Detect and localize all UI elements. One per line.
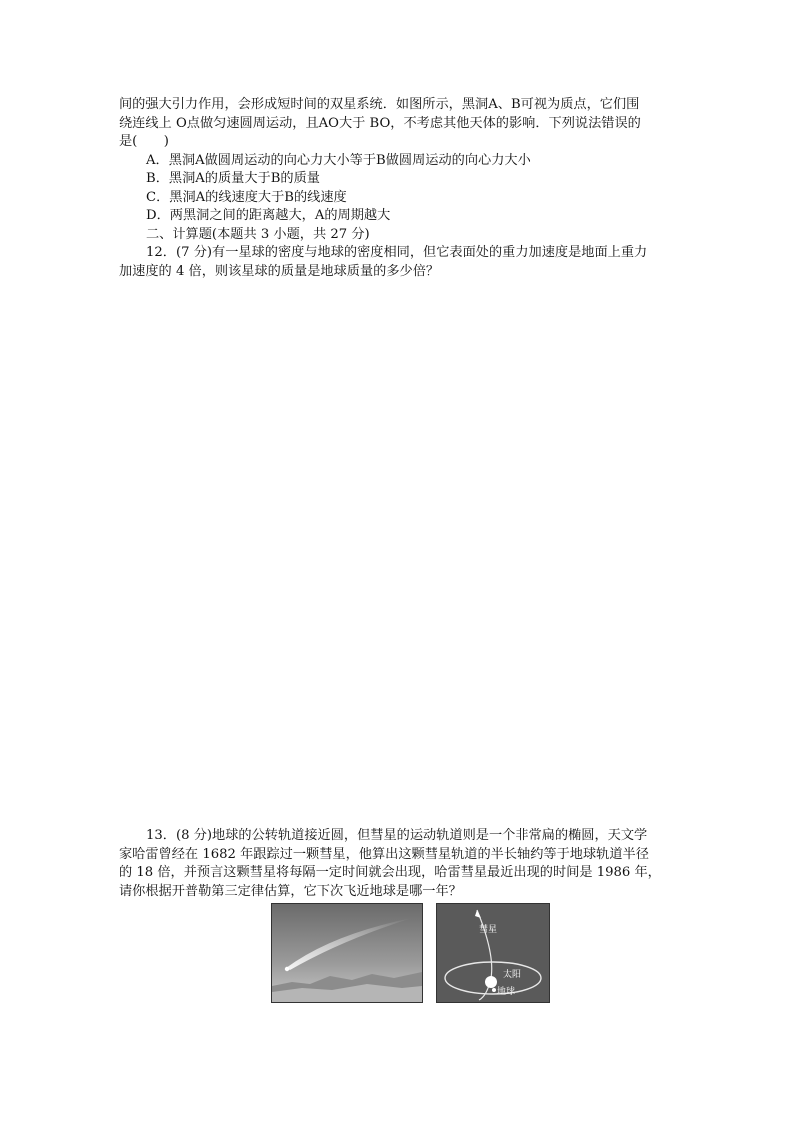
- section-heading: 二、计算题(本题共 3 小题，共 27 分): [146, 226, 370, 242]
- stem-line-1: 间的强大引力作用，会形成短时间的双星系统．如图所示，黑洞A、B可视为质点，它们围: [119, 97, 640, 112]
- stem-line-2: 绕连线上 O点做匀速圆周运动，且AO大于 BO，不考虑其他天体的影响．下列说法错误的: [119, 115, 641, 131]
- q13-line-2: 家哈雷曾经在 1682 年跟踪过一颗彗星，他算出这颗彗星轨道的半长轴约等于地球轨道半径: [119, 846, 649, 862]
- sun-icon: [485, 976, 497, 988]
- sun-label: 太阳: [503, 970, 522, 980]
- stem-line-3: 是( ): [119, 134, 169, 149]
- q12-line-1: 12．(7 分)有一星球的密度与地球的密度相同，但它表面处的重力加速度是地面上重力: [146, 245, 648, 260]
- option-a: A．黑洞A做圆周运动的向心力大小等于B做圆周运动的向心力大小: [146, 152, 531, 168]
- comet-photo: [271, 903, 423, 1003]
- q12-line-2: 加速度的 4 倍，则该星球的质量是地球质量的多少倍？: [119, 263, 440, 279]
- earth-icon: [492, 988, 496, 992]
- question-11-options: [119, 152, 679, 226]
- question-12: [119, 244, 679, 281]
- question-13: [119, 827, 679, 901]
- question-11-stem: [119, 96, 679, 152]
- orbit-diagram: [436, 903, 550, 1003]
- option-d: D．两黑洞之间的距离越大，A的周期越大: [146, 208, 391, 223]
- option-b: B．黑洞A的质量大于B的质量: [146, 171, 320, 186]
- comet-label: 彗星: [479, 925, 498, 935]
- option-c: C．黑洞A的线速度大于B的线速度: [146, 189, 347, 205]
- earth-label: 地球: [497, 987, 516, 997]
- q13-line-1: 13．(8 分)地球的公转轨道接近圆，但彗星的运动轨道则是一个非常扁的椭圆，天文学: [146, 828, 648, 843]
- q13-line-4: 请你根据开普勒第三定律估算，它下次飞近地球是哪一年？: [119, 883, 462, 899]
- figures: [271, 903, 551, 1005]
- q13-line-3: 的 18 倍，并预言这颗彗星将每隔一定时间就会出现，哈雷彗星最近出现的时间是 1986 年，: [119, 865, 661, 880]
